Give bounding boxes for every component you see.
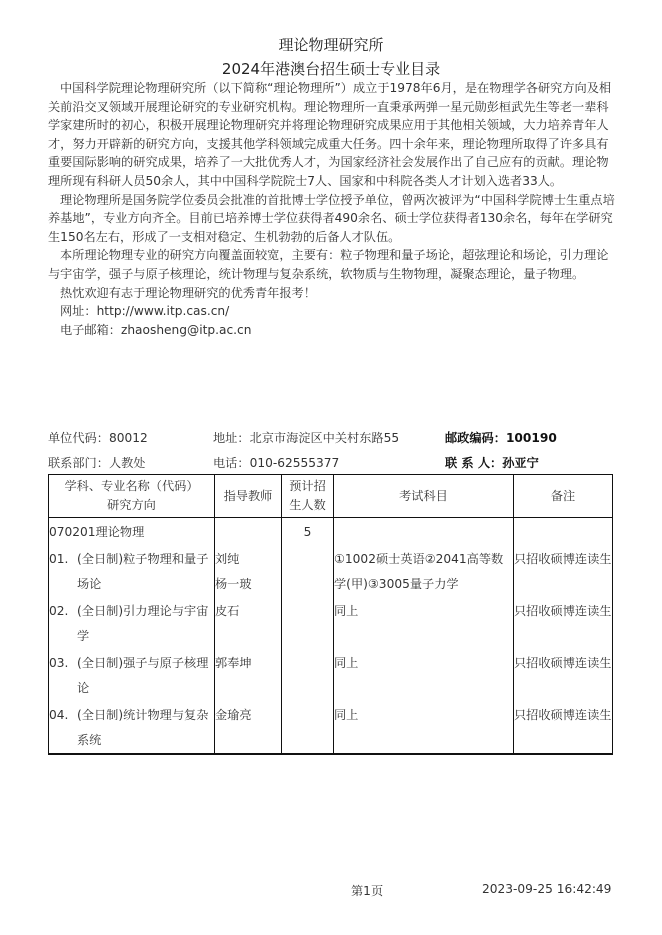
direction-number: 04. xyxy=(49,708,69,722)
intro-paragraph: 本所理论物理专业的研究方向覆盖面较宽，主要有：粒子物理和量子场论，超弦理论和场论，引力理论与宇宙学，强子与原子核理论，统计物理与复杂系统，软物质与生物物理，凝聚态理论，量子物理。 xyxy=(48,248,609,281)
header-quota-line1: 预计招 xyxy=(289,479,326,493)
major-name: 070201理论物理 xyxy=(49,525,145,539)
website-label: 网址： xyxy=(60,304,97,319)
table-header-row xyxy=(49,475,613,518)
direction-name: (全日制)强子与原子核理论 xyxy=(77,656,209,695)
header-notes: 备注 xyxy=(514,475,613,518)
contact-dept xyxy=(48,454,146,471)
direction-name: (全日制)粒子物理和量子场论 xyxy=(77,552,209,591)
direction-number: 02. xyxy=(49,604,69,618)
institute-title: 理论物理研究所 xyxy=(278,36,384,54)
header-advisor: 指导教师 xyxy=(215,475,282,518)
advisor-names: 郭奉坤 xyxy=(215,656,252,670)
address xyxy=(213,429,399,446)
address-label: 地址： xyxy=(213,431,250,445)
advisor-names: 刘纯 杨一玻 xyxy=(215,552,252,591)
phone-value: 010-62555377 xyxy=(249,456,340,470)
header-quota-line2: 生人数 xyxy=(289,498,326,512)
direction-number: 03. xyxy=(49,656,69,670)
header-major xyxy=(49,475,215,518)
catalog-table xyxy=(48,474,613,755)
phone xyxy=(213,454,339,471)
postcode-label: 邮政编码： xyxy=(445,431,506,445)
postcode-value: 100190 xyxy=(505,431,557,445)
intro-paragraph: 热忱欢迎有志于理论物理研究的优秀青年报考！ xyxy=(60,285,316,300)
row-notes: 只招收硕博连读生 xyxy=(514,552,612,566)
intro-paragraph: 中国科学院理论物理研究所（以下简称“理论物理所”）成立于1978年6月，是在物理学各研究方向及相关前沿交叉领域开展理论研究的专业研究机构。理论物理所一直秉承两弹一星元勋彭桓武先生等老一辈科学家建所时的初心，积极开展理论物理研究并将理论物理研究成果应用于其他相关领域，大力培养青年人才，努力开辟新的研究方向，支援其他学科领域完成重大任务。四十余年来，理论物理所取得了许多具有重要国际影响的研究成果，培养了一大批优秀人才，为国家经济社会发展作出了自己应有的贡献。理论物理所现有科研人员50余人，其中中国科学院院士7人、国家和中科院各类人才计划入选者33人。 xyxy=(48,81,612,188)
exam-subjects: 同上 xyxy=(334,604,359,618)
exam-subjects: ①1002硕士英语②2041高等数学(甲)③3005量子力学 xyxy=(334,552,504,591)
email-link[interactable]: zhaosheng@itp.ac.cn xyxy=(120,322,252,337)
header-major-label: 学科、专业名称（代码） xyxy=(64,479,199,493)
table-row xyxy=(49,701,613,754)
table-row-major xyxy=(49,518,613,546)
row-notes: 只招收硕博连读生 xyxy=(514,604,612,618)
contact-label: 联 系 人： xyxy=(445,456,503,470)
exam-subjects: 同上 xyxy=(334,708,359,722)
unit-code-label: 单位代码： xyxy=(48,431,109,445)
contact-person xyxy=(445,454,539,471)
website-line xyxy=(48,302,618,321)
dept-value: 人教处 xyxy=(108,456,146,470)
dept-label: 联系部门： xyxy=(48,456,109,470)
table-row xyxy=(49,597,613,649)
header-quota xyxy=(282,475,334,518)
website-link[interactable]: http://www.itp.cas.cn/ xyxy=(96,304,230,319)
direction-name: (全日制)引力理论与宇宙学 xyxy=(77,604,209,643)
advisor-names: 金瑜亮 xyxy=(215,708,252,722)
direction-number: 01. xyxy=(49,552,69,566)
postcode xyxy=(445,429,557,446)
contact-value: 孙亚宁 xyxy=(502,456,539,470)
unit-code xyxy=(48,429,148,446)
address-value: 北京市海淀区中关村东路55 xyxy=(249,431,400,445)
email-label: 电子邮箱： xyxy=(60,322,121,337)
exam-subjects: 同上 xyxy=(334,656,359,670)
row-notes: 只招收硕博连读生 xyxy=(514,708,612,722)
intro-paragraph: 理论物理所是国务院学位委员会批准的首批博士学位授予单位，曾两次被评为“中国科学院博士生重点培养基地”，专业方向齐全。目前已培养博士学位获得者490余名、硕士学位获得者130余名，每年在学研究生150名左右，形成了一支相对稳定、生机勃勃的后备人才队伍。 xyxy=(48,192,615,244)
table-row xyxy=(49,649,613,701)
table-row xyxy=(49,545,613,597)
header-direction-label: 研究方向 xyxy=(107,498,156,512)
row-notes: 只招收硕博连读生 xyxy=(514,656,612,670)
unit-code-value: 80012 xyxy=(108,431,148,445)
email-line xyxy=(48,321,618,340)
intro-section xyxy=(48,79,618,339)
catalog-title: 2024年港澳台招生硕士专业目录 xyxy=(221,60,441,78)
advisor-names: 皮石 xyxy=(215,604,240,618)
direction-name: (全日制)统计物理与复杂系统 xyxy=(77,708,209,747)
major-quota: 5 xyxy=(303,525,312,539)
header-exam: 考试科目 xyxy=(334,475,514,518)
print-timestamp: 2023-09-25 16:42:49 xyxy=(482,882,612,896)
phone-label: 电话： xyxy=(213,456,250,470)
page-number: 第1页 xyxy=(351,884,384,898)
